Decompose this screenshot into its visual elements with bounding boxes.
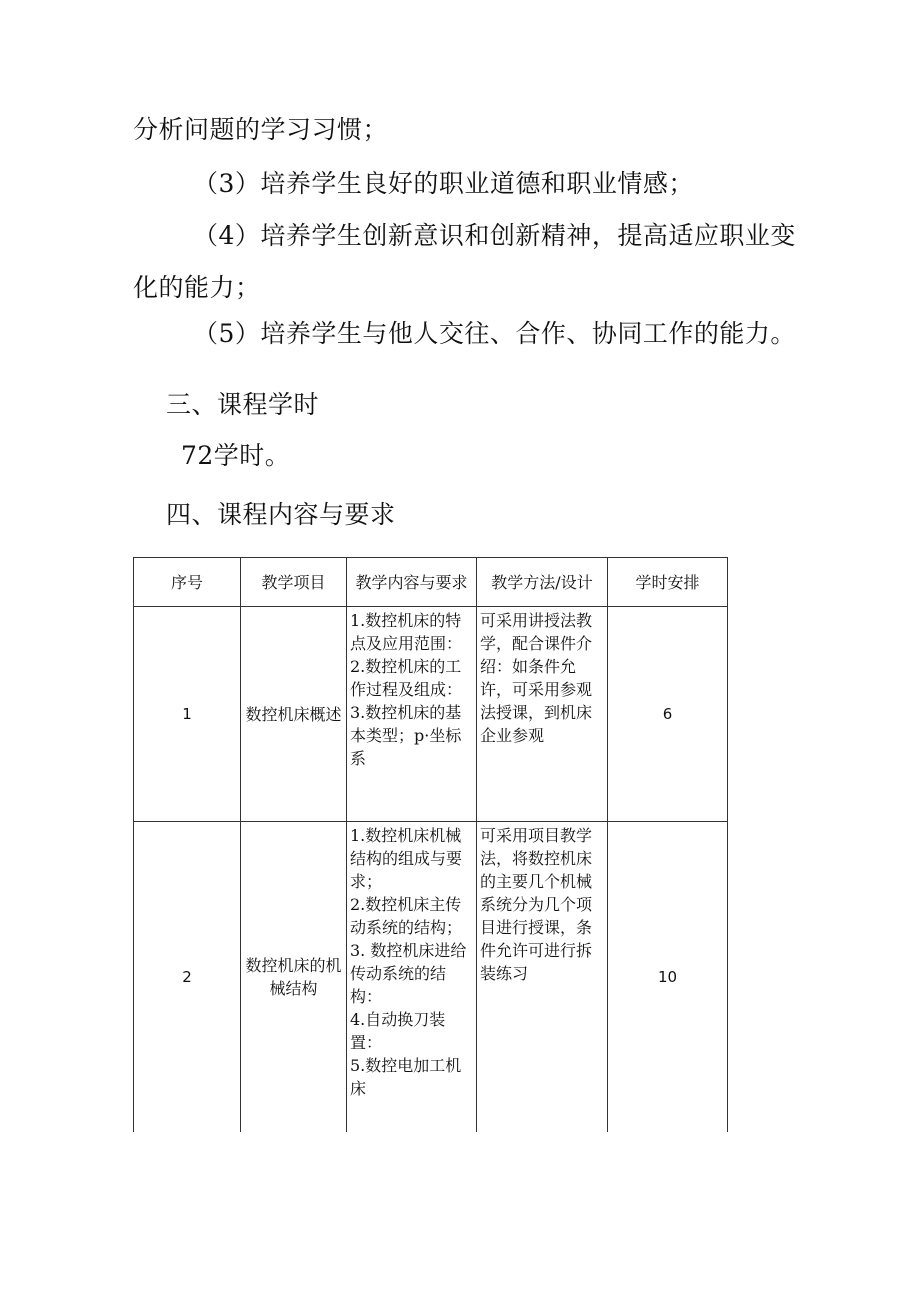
table-header-row [134, 558, 728, 607]
section-3-heading: 三、课程学时 [166, 390, 320, 419]
row-contents [347, 607, 477, 822]
course-content-table [133, 557, 728, 1132]
content-item: 3.数控机床的基本类型；p·坐标系 [350, 703, 462, 768]
row-method [477, 822, 608, 1133]
row-contents [347, 822, 477, 1133]
row-method [477, 607, 608, 822]
row-number: 2 [134, 822, 241, 1133]
content-item: 4.自动换刀装置： [350, 1010, 446, 1052]
paragraph-5: （5）培养学生与他人交往、合作、协同工作的能力。 [193, 319, 796, 348]
content-item: 2.数控机床的工作过程及组成： [350, 657, 463, 699]
content-item: 1.数控机床的特点及应用范围： [350, 611, 463, 653]
paragraph-3: （4）培养学生创新意识和创新精神，提高适应职业变 [193, 221, 796, 250]
paragraph-4: 化的能力； [133, 273, 261, 302]
header-cell-method: 教学方法/设计 [477, 558, 608, 607]
table-row [134, 822, 728, 1133]
paragraph-1: 分析问题的学习习惯； [133, 115, 389, 144]
section-3-text: 72学时。 [181, 441, 291, 470]
header-cell-hours: 学时安排 [608, 558, 728, 607]
content-item: 3. 数控机床进给传动系统的结构： [350, 941, 467, 1006]
header-cell-project: 教学项目 [241, 558, 347, 607]
paragraph-2: （3）培养学生良好的职业道德和职业情感； [193, 169, 694, 198]
row-hours: 10 [608, 822, 728, 1133]
row-project: 数控机床概述 [241, 607, 347, 822]
content-item: 1.数控机床机械结构的组成与要求； [350, 826, 463, 891]
content-item: 2.数控机床主传动系统的结构； [350, 895, 463, 937]
method-text: 可采用讲授法教学，配合课件介绍：如条件允许，可采用参观法授课，到机床企业参观 [480, 611, 593, 745]
header-cell-no: 序号 [134, 558, 241, 607]
row-number: 1 [134, 607, 241, 822]
row-hours: 6 [608, 607, 728, 822]
row-project: 数控机床的机械结构 [241, 822, 347, 1133]
section-4-heading: 四、课程内容与要求 [166, 500, 396, 529]
method-text: 可采用项目教学法，将数控机床的主要几个机械系统分为几个项目进行授课，条件允许可进行拆装练习 [480, 826, 593, 983]
header-cell-content: 教学内容与要求 [347, 558, 477, 607]
content-item: 5.数控电加工机床 [350, 1056, 462, 1098]
table-row [134, 607, 728, 822]
